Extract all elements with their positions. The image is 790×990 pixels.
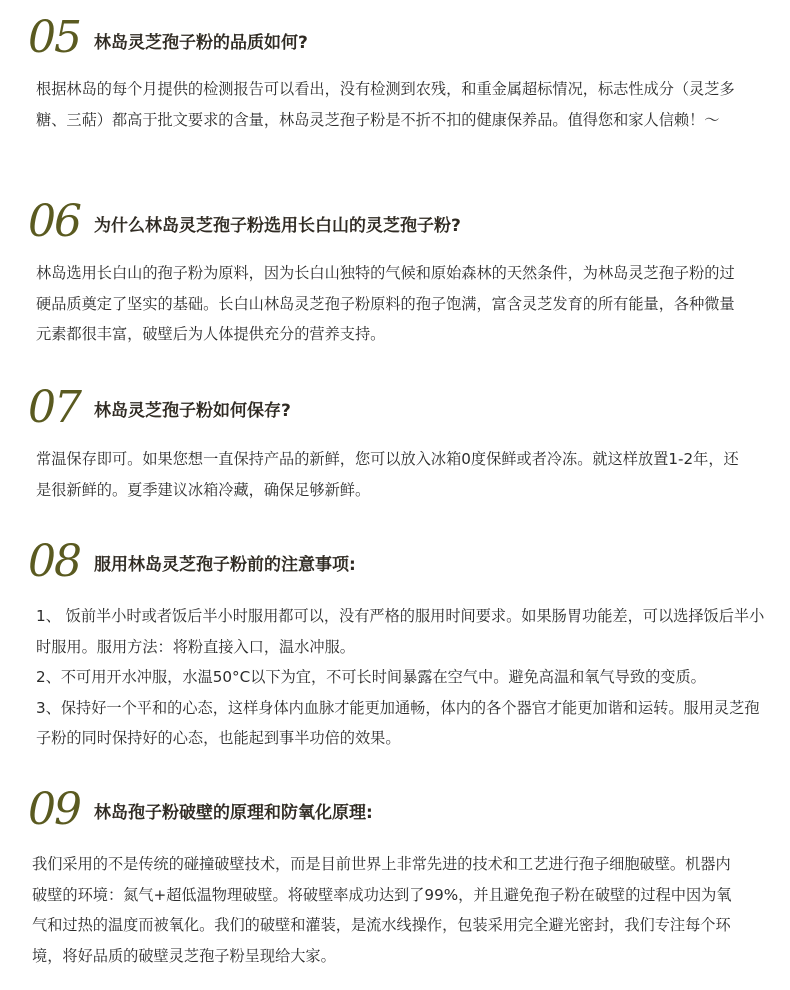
list-item: 3、保持好一个平和的心态，这样身体内血脉才能更加通畅，体内的各个器官才能更加谐和运转。服用灵芝孢子粉的同时保持好的心态，也能起到事半功倍的效果。 [36, 698, 760, 747]
section-05-body: 根据林岛的每个月提供的检测报告可以看出，没有检测到农残，和重金属超标情况，标志性成分（灵芝多糖、三萜）都高于批文要求的含量，林岛灵芝孢子粉是不折不扣的健康保养品。值得您和家人信赖！〜 [36, 80, 735, 129]
section-number: 07 [28, 382, 80, 433]
list-item: 1、 饭前半小时或者饭后半小时服用都可以，没有严格的服用时间要求。如果肠胃功能差，可以选择饭后半小时服用。服用方法：将粉直接入口，温水冲服。 [36, 607, 765, 656]
section-title: 林岛灵芝孢子粉如何保存? [94, 401, 291, 421]
section-title: 为什么林岛灵芝孢子粉选用长白山的灵芝孢子粉? [94, 216, 461, 236]
section-09-body: 我们采用的不是传统的碰撞破壁技术，而是目前世界上非常先进的技术和工艺进行孢子细胞破壁。机器内破壁的环境：氮气+超低温物理破壁。将破壁率成功达到了99%，并且避免孢子粉在破壁的过程中因为氧气和过热的温度而被氧化。我们的破壁和灌装，是流水线操作，包装采用完全避光密封，我们专注每个环境，将好品质的破壁灵芝孢子粉呈现给大家。 [32, 855, 732, 965]
section-title: 林岛孢子粉破壁的原理和防氧化原理: [94, 803, 373, 823]
section-title: 林岛灵芝孢子粉的品质如何? [94, 33, 308, 53]
section-number: 08 [28, 536, 80, 587]
section-07-body: 常温保存即可。如果您想一直保持产品的新鲜，您可以放入冰箱0度保鲜或者冷冻。就这样放置1-2年，还是很新鲜的。夏季建议冰箱冷藏，确保足够新鲜。 [36, 450, 739, 499]
section-title: 服用林岛灵芝孢子粉前的注意事项: [94, 555, 356, 575]
list-item: 2、不可用开水冲服，水温50°C以下为宜，不可长时间暴露在空气中。避免高温和氧气导致的变质。 [36, 668, 706, 686]
section-06-body: 林岛选用长白山的孢子粉为原料，因为长白山独特的气候和原始森林的天然条件，为林岛灵芝孢子粉的过硬品质奠定了坚实的基础。长白山林岛灵芝孢子粉原料的孢子饱满，富含灵芝发育的所有能量，各种微量元素都很丰富，破壁后为人体提供充分的营养支持。 [36, 264, 735, 343]
section-number: 06 [28, 196, 80, 247]
section-08-body [36, 601, 771, 754]
section-number: 05 [28, 12, 80, 63]
section-number: 09 [28, 784, 80, 835]
